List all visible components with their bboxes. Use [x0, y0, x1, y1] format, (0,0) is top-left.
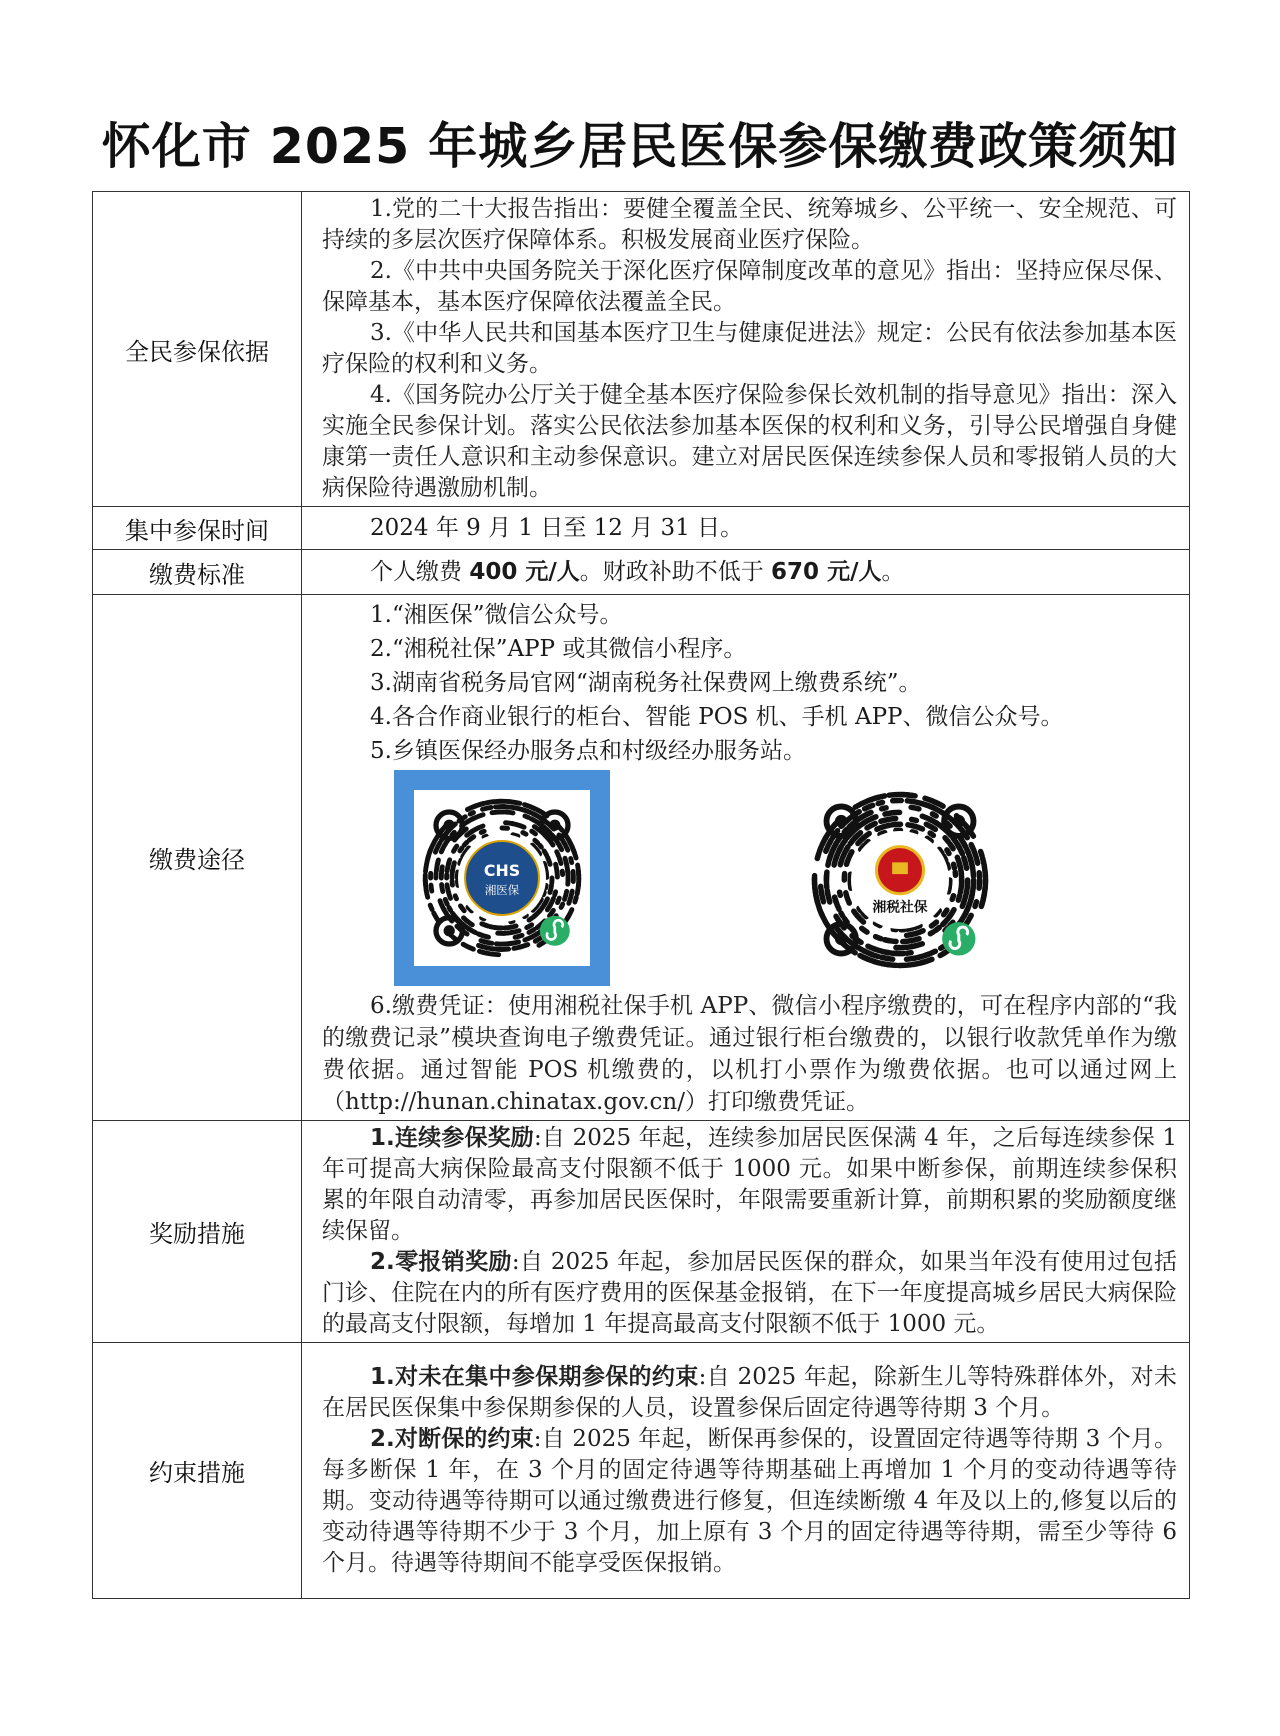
basis-paragraph-4: 4.《国务院办公厅关于健全基本医疗保险参保长效机制的指导意见》指出：深入实施全民参保计划。落实公民依法参加基本医保的权利和义务，引导公民增强自身健康第一责任人意识和主动参保意识。建立对居民医保连续参保人员和零报销人员的大病保险待遇激励机制。: [322, 382, 1177, 501]
reward-heading-2: 2.零报销奖励: [370, 1249, 512, 1275]
basis-paragraph-2: 2.《中共中央国务院关于深化医疗保障制度改革的意见》指出：坚持应保尽保、保障基本，基本医疗保障依法覆盖全民。: [322, 258, 1177, 315]
constraint-paragraph-1: [322, 1362, 1177, 1424]
reward-paragraph-2: [322, 1247, 1177, 1340]
page-title: 怀化市 2025 年城乡居民医保参保缴费政策须知: [101, 118, 1179, 175]
qr-code-xiangyibao[interactable]: [394, 770, 610, 986]
constraint-body-1: :自 2025 年起，除新生儿等特殊群体外，对未在居民医保集中参保期参保的人员，设置参保后固定待遇等待期 3 个月。: [322, 1364, 1177, 1421]
content-standard: [302, 550, 1190, 595]
row-channels: [93, 595, 1190, 1121]
label-channels: 缴费途径: [93, 595, 302, 1121]
constraint-body-2: :自 2025 年起，断保再参保的，设置固定待遇等待期 3 个月。每多断保 1 年，在 3 个月的固定待遇等待期基础上再增加 1 个月的变动待遇等待期。变动待遇等待期可以通过缴费进行修复，但连续断缴 4 年及以上的,修复以后的变动待遇等待期不少于 3 个月，加上原有 3 个月的固定待遇等待期，需至少等待 6 个月。待遇等待期间不能享受医保报销。: [322, 1426, 1177, 1576]
qr-code-icon: [802, 782, 998, 978]
constraint-paragraph-2: [322, 1424, 1177, 1579]
channel-item-1: 1.“湘医保”微信公众号。: [370, 601, 623, 628]
standard-amount-personal: 400 元/人: [469, 559, 580, 585]
row-rewards: [93, 1121, 1190, 1343]
constraint-heading-1: 1.对未在集中参保期参保的约束: [370, 1364, 699, 1390]
standard-text: [322, 555, 1177, 589]
label-standard: 缴费标准: [93, 550, 302, 595]
content-basis: [302, 192, 1190, 507]
reward-heading-1: 1.连续参保奖励: [370, 1125, 534, 1151]
qr-code-row: [322, 768, 1177, 990]
qr-code-xiangshuishebao[interactable]: [802, 782, 998, 978]
qr-code-icon: [414, 790, 590, 966]
period-text: 2024 年 9 月 1 日至 12 月 31 日。: [370, 515, 744, 541]
row-period: [93, 507, 1190, 550]
payment-voucher-text: 6.缴费凭证：使用湘税社保手机 APP、微信小程序缴费的，可在程序内部的“我的缴费记录”模块查询电子缴费凭证。通过银行柜台缴费的，以银行收款凭单作为缴费依据。通过智能 POS 机缴费的，以机打小票作为缴费依据。也可以通过网上（http://hunan.chinatax.gov.cn/）打印缴费凭证。: [322, 992, 1177, 1115]
label-period: 集中参保时间: [93, 507, 302, 550]
basis-paragraph-3: 3.《中华人民共和国基本医疗卫生与健康促进法》规定：公民有依法参加基本医疗保险的权利和义务。: [322, 320, 1177, 377]
label-rewards: 奖励措施: [93, 1121, 302, 1343]
row-standard: [93, 550, 1190, 595]
channel-item-5: 5.乡镇医保经办服务点和村级经办服务站。: [370, 737, 806, 764]
policy-table: [92, 191, 1190, 1599]
standard-amount-subsidy: 670 元/人: [771, 559, 882, 585]
label-constraints: 约束措施: [93, 1343, 302, 1599]
channel-item-3: 3.湖南省税务局官网“湖南税务社保费网上缴费系统”。: [370, 669, 922, 696]
reward-body-2: :自 2025 年起，参加居民医保的群众，如果当年没有使用过包括门诊、住院在内的所有医疗费用的医保基金报销，在下一年度提高城乡居民大病保险的最高支付限额，每增加 1 年提高最高支付限额不低于 1000 元。: [322, 1249, 1177, 1337]
constraint-heading-2: 2.对断保的约束: [370, 1426, 534, 1452]
qr-logo-caption: 湘税社保: [872, 898, 928, 915]
content-rewards: [302, 1121, 1190, 1343]
standard-text-a: 个人缴费: [370, 559, 470, 585]
channel-item-4: 4.各合作商业银行的柜台、智能 POS 机、手机 APP、微信公众号。: [370, 703, 1064, 730]
reward-paragraph-1: [322, 1123, 1177, 1247]
qr-logo-caption: 湘医保: [484, 882, 520, 897]
reward-body-1: :自 2025 年起，连续参加居民医保满 4 年，之后每连续参保 1 年可提高大病保险最高支付限额不低于 1000 元。如果中断参保，前期连续参保积累的年限自动清零，再参加居民医保时，年限需要重新计算，前期积累的奖励额度继续保留。: [322, 1125, 1178, 1244]
standard-text-c: 。: [881, 559, 905, 585]
content-channels: [302, 595, 1190, 1121]
label-basis: 全民参保依据: [93, 192, 302, 507]
content-constraints: [302, 1343, 1190, 1599]
row-constraints: [93, 1343, 1190, 1599]
channel-item-2: 2.“湘税社保”APP 或其微信小程序。: [370, 635, 747, 662]
qr-logo-text: CHS: [483, 860, 521, 880]
row-basis: [93, 192, 1190, 507]
standard-text-b: 。财政补助不低于: [579, 559, 772, 585]
basis-paragraph-1: 1.党的二十大报告指出：要健全覆盖全民、统筹城乡、公平统一、安全规范、可持续的多层次医疗保障体系。积极发展商业医疗保险。: [322, 196, 1177, 253]
content-period: [302, 507, 1190, 550]
